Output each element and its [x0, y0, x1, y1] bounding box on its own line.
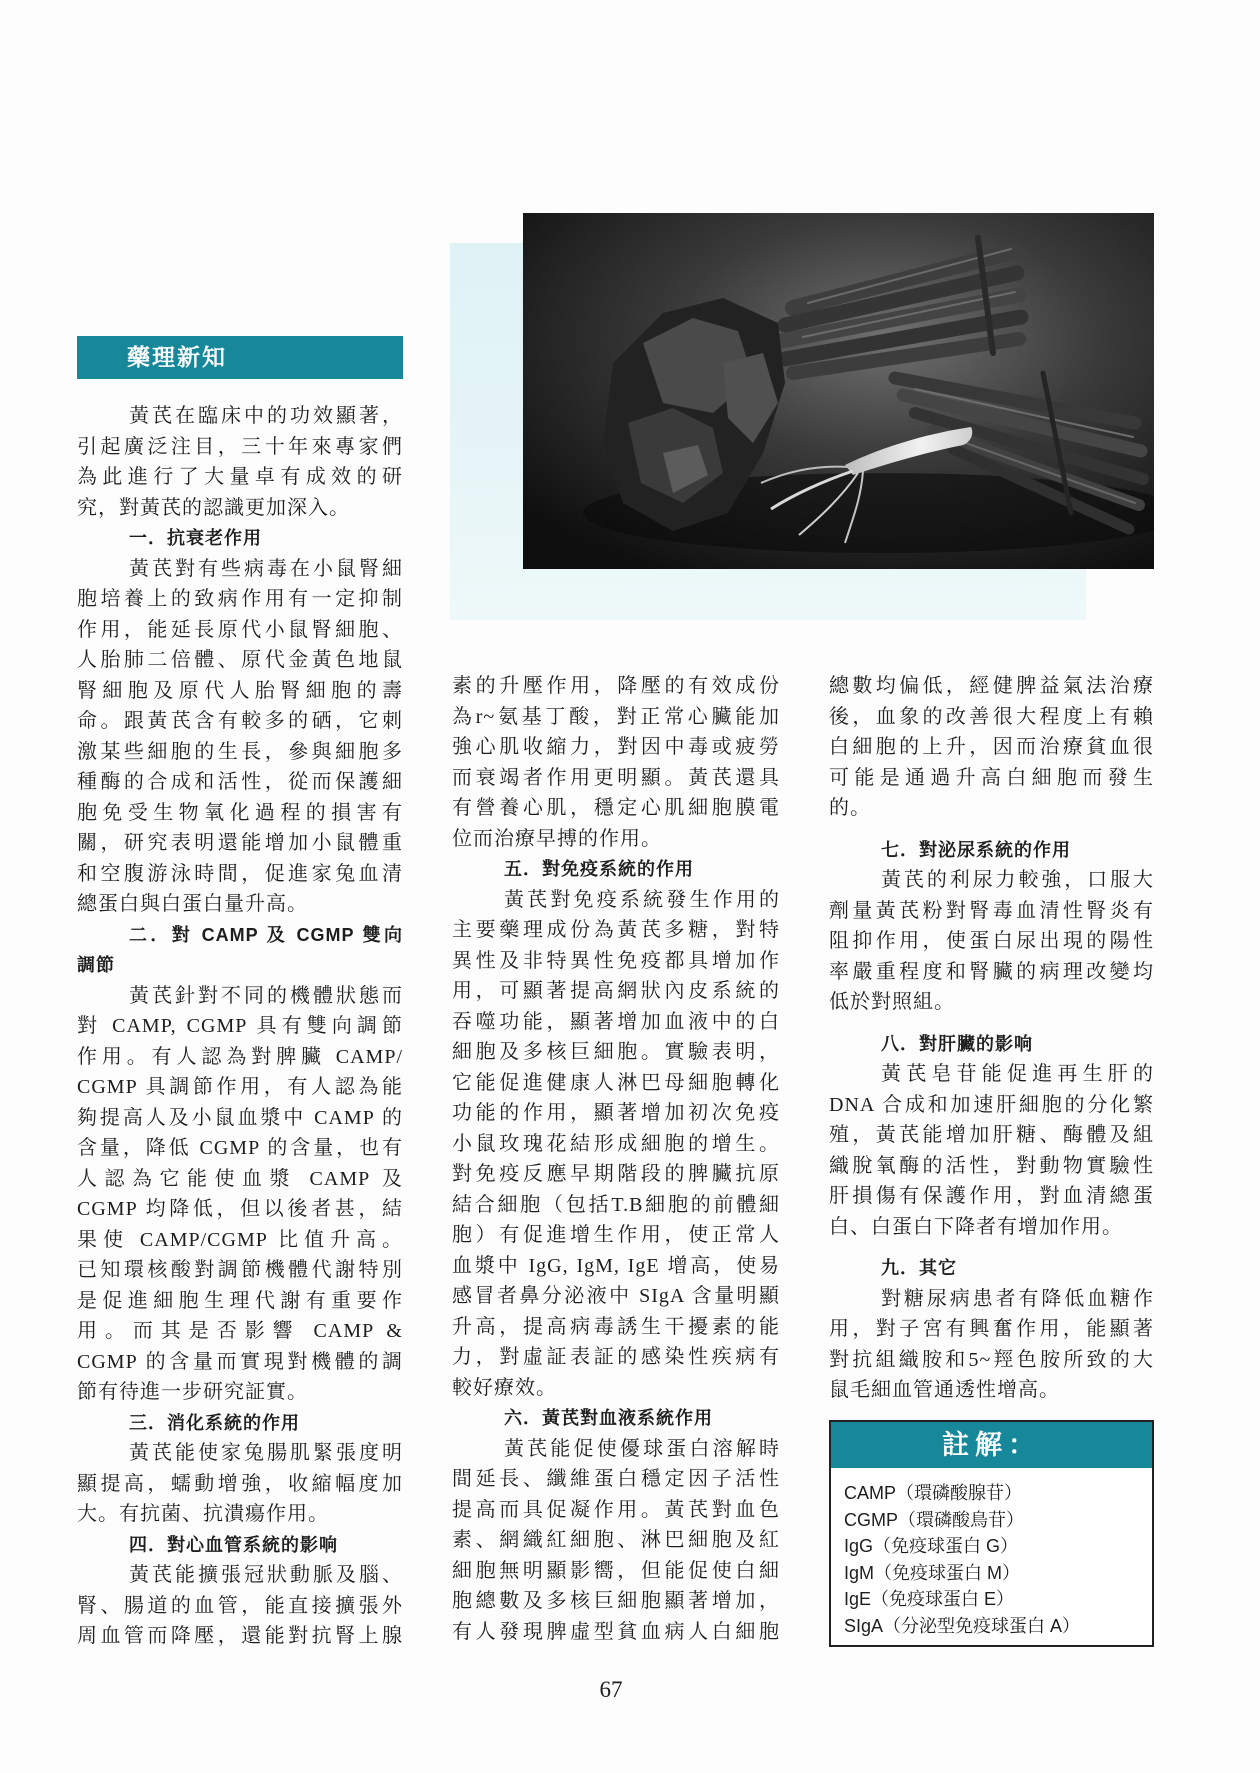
notes-box — [829, 1420, 1154, 1647]
text-line: 對抗組織胺和5~羥色胺所致的大 — [829, 1348, 1154, 1371]
text-line: 肝損傷有保護作用，對血清總蛋 — [829, 1185, 1154, 1207]
text-line: 周血管而降壓，還能對抗腎上腺 — [77, 1625, 403, 1647]
text-line: 節有待進一步研究証實。 — [77, 1381, 308, 1403]
text-line: CGMP 的含量而實現對機體的調 — [77, 1350, 403, 1373]
text-line: 可能是通過升高白細胞而發生 — [829, 766, 1154, 789]
paragraph — [829, 671, 1154, 824]
text-line: 黃芪在臨床中的功效顯著， — [129, 405, 403, 427]
text-line: 含量，降低 CGMP 的含量，也有 — [77, 1137, 403, 1159]
text-line: 素、網織紅細胞、淋巴細胞及紅 — [452, 1529, 780, 1551]
text-line: 吞噬功能，顯著增加血液中的白 — [452, 1010, 780, 1033]
text-line: 黃芪的利尿力較強，口服大 — [881, 869, 1154, 891]
notes-list — [831, 1468, 1152, 1639]
text-line: 激某些細胞的生長，參與細胞多 — [77, 740, 403, 763]
text-line: 後，血象的改善很大程度上有賴 — [829, 705, 1154, 728]
text-line: 主要藥理成份為黃芪多糖，對特 — [452, 919, 780, 941]
text-line: 率嚴重程度和腎臟的病理改變均 — [829, 960, 1154, 983]
text-line: 它能促進健康人淋巴母細胞轉化 — [452, 1071, 780, 1094]
note-item: CGMP（環磷酸鳥苷） — [844, 1509, 1024, 1530]
text-line: 白、白蛋白下降者有增加作用。 — [829, 1215, 1123, 1238]
heading-line: 九．其它 — [881, 1258, 957, 1278]
text-line: 細胞及多核巨細胞。實驗表明， — [452, 1041, 780, 1063]
heading-line: 八．對肝臟的影响 — [881, 1033, 1033, 1054]
page-number: 67 — [599, 1677, 623, 1702]
text-line: 對 CAMP, CGMP 具有雙向調節 — [77, 1015, 403, 1037]
section-heading — [77, 523, 403, 554]
text-line: 的。 — [829, 797, 871, 819]
heading-line: 六．黃芪對血液系統作用 — [504, 1408, 713, 1428]
note-item: IgG（免疫球蛋白 G） — [844, 1536, 1019, 1556]
text-line: 和空腹游泳時間，促進家兔血清 — [77, 862, 403, 885]
text-line: 胞）有促進增生作用，使正常人 — [452, 1224, 780, 1246]
text-line: 作用。有人認為對脾臟 CAMP/ — [77, 1045, 403, 1068]
text-line: 鼠毛細血管通透性增高。 — [829, 1379, 1060, 1401]
text-line: 感冒者鼻分泌液中 SIgA 含量明顯 — [452, 1285, 780, 1307]
paragraph — [77, 554, 403, 920]
text-line: 黃芪能擴張冠狀動脈及腦、 — [129, 1564, 403, 1586]
text-line: 用，對子宮有興奮作用，能顯著 — [829, 1318, 1154, 1340]
text-line: 間延長、纖維蛋白穩定因子活性 — [452, 1468, 780, 1490]
text-line: 結合細胞（包括T.B細胞的前體細 — [452, 1193, 780, 1216]
text-line: 腎細胞及原代人胎腎細胞的壽 — [77, 679, 403, 702]
paragraph — [77, 1438, 403, 1530]
text-line: 素的升壓作用，降壓的有效成份 — [452, 675, 780, 697]
text-line: 黃芪皂苷能促進再生肝的 — [881, 1063, 1154, 1085]
text-line: 已知環核酸對調節機體代謝特別 — [77, 1259, 403, 1281]
text-line: 種酶的合成和活性，從而保護細 — [77, 771, 403, 793]
text-line: 人胎肺二倍體、原代金黃色地鼠 — [77, 649, 403, 671]
text-line: 織脫氧酶的活性，對動物實驗性 — [829, 1154, 1154, 1177]
text-line: 黃芪對免疫系統發生作用的 — [504, 888, 780, 911]
text-line: 胞免受生物氧化過程的損害有 — [77, 801, 403, 824]
heading-line: 三．消化系統的作用 — [129, 1412, 300, 1433]
text-line: 為r~氨基丁酸，對正常心臟能加 — [452, 705, 780, 728]
paragraph — [77, 1560, 403, 1652]
note-item: CAMP（環磷酸腺苷） — [844, 1483, 1023, 1503]
heading-line: 四．對心血管系統的影响 — [129, 1534, 338, 1555]
text-line: 白細胞的上升，因而治療貧血很 — [829, 736, 1154, 758]
heading-line: 七．對泌尿系統的作用 — [881, 839, 1071, 860]
text-line: 用。而其是否影響 CAMP & — [77, 1320, 403, 1342]
text-line: 大。有抗菌、抗潰瘍作用。 — [77, 1503, 329, 1525]
text-line: 黃芪對有些病毒在小鼠腎細 — [129, 557, 403, 580]
text-line: 總蛋白與白蛋白量升高。 — [77, 893, 308, 915]
text-line: 血漿中 IgG, IgM, IgE 增高，使易 — [452, 1254, 780, 1277]
text-column-middle — [452, 671, 780, 1647]
heading-line: 一．抗衰老作用 — [129, 528, 262, 548]
text-line: 較好療效。 — [452, 1376, 557, 1399]
text-line: 胞總數及多核巨細胞顯著增加， — [452, 1590, 780, 1612]
notes-title: 註解： — [831, 1422, 1152, 1468]
heading-line: 調節 — [77, 955, 115, 975]
herb-photo-graphic — [523, 213, 1154, 569]
paragraph — [77, 981, 403, 1408]
text-line: 引起廣泛注目，三十年來專家們 — [77, 435, 403, 458]
text-line: 功能的作用，顯著增加初次免疫 — [452, 1102, 780, 1124]
text-line: 細胞無明顯影嚮，但能促使白細 — [452, 1559, 780, 1582]
text-line: 命。跟黃芪含有較多的硒，它刺 — [77, 710, 403, 732]
text-line: 阻抑作用，使蛋白尿出現的陽性 — [829, 930, 1154, 952]
text-line: 作用，能延長原代小鼠腎細胞、 — [77, 618, 403, 641]
text-line: DNA 合成和加速肝細胞的分化繁 — [829, 1093, 1154, 1116]
text-line: 提高而具促凝作用。黃芪對血色 — [452, 1498, 780, 1521]
note-item: SIgA（分泌型免疫球蛋白 A） — [844, 1615, 1081, 1636]
section-heading — [77, 1408, 403, 1439]
text-line: 關，研究表明還能增加小鼠體重 — [77, 832, 403, 854]
text-line: 對免疫反應早期階段的脾臟抗原 — [452, 1163, 780, 1185]
text-line: 黃芪能促使優球蛋白溶解時 — [504, 1437, 780, 1460]
paragraph — [829, 1284, 1154, 1406]
text-line: 劑量黃芪粉對腎毒血清性腎炎有 — [829, 899, 1154, 922]
text-line: 殖，黃芪能增加肝糖、酶體及組 — [829, 1124, 1154, 1146]
text-line: 力，對虛証表証的感染性疾病有 — [452, 1346, 780, 1368]
text-column-left — [77, 401, 403, 1652]
text-line: 有營養心肌，穩定心肌細胞膜電 — [452, 797, 780, 819]
section-label: 藥理新知 — [77, 336, 403, 379]
section-heading — [452, 1403, 780, 1434]
note-item: IgM（免疫球蛋白 M） — [844, 1562, 1021, 1583]
text-line: 對糖尿病患者有降低血糖作 — [881, 1287, 1154, 1310]
section-heading — [829, 1253, 1154, 1284]
paragraph — [452, 885, 780, 1404]
text-line: 有人發現脾虛型貧血病人白細胞 — [452, 1620, 780, 1643]
section-heading — [829, 1029, 1154, 1060]
heading-line: 五．對免疫系統的作用 — [504, 859, 694, 879]
paragraph — [77, 401, 403, 523]
text-line: 低於對照組。 — [829, 991, 955, 1013]
paragraph — [452, 671, 780, 854]
text-line: 為此進行了大量卓有成效的研 — [77, 466, 403, 488]
section-heading — [829, 835, 1154, 866]
heading-line: 二．對 CAMP 及 CGMP 雙向 — [129, 924, 403, 945]
text-line: 人認為它能使血漿 CAMP 及 — [77, 1167, 403, 1190]
paragraph — [452, 1434, 780, 1648]
text-line: 夠提高人及小鼠血漿中 CAMP 的 — [77, 1106, 403, 1129]
text-line: 用，可顯著提高網狀內皮系統的 — [452, 980, 780, 1002]
text-line: 異性及非特異性免疫都具增加作 — [452, 949, 780, 972]
text-column-right — [829, 671, 1154, 1406]
section-heading — [77, 1530, 403, 1561]
text-line: 強心肌收縮力，對因中毒或疲勞 — [452, 736, 780, 758]
text-line: 總數均偏低，經健脾益氣法治療 — [829, 675, 1154, 697]
herb-photo — [523, 213, 1154, 569]
section-heading — [452, 854, 780, 885]
text-line: 果使 CAMP/CGMP 比值升高。 — [77, 1228, 403, 1251]
text-line: 胞培養上的致病作用有一定抑制 — [77, 588, 403, 610]
paragraph — [829, 865, 1154, 1018]
text-line: 位而治療早搏的作用。 — [452, 827, 662, 850]
text-line: CGMP 具調節作用，有人認為能 — [77, 1076, 403, 1098]
paragraph — [829, 1059, 1154, 1242]
text-line: 究，對黃芪的認識更加深入。 — [77, 496, 350, 519]
text-line: 小鼠玫瑰花結形成細胞的增生。 — [452, 1132, 780, 1155]
text-line: 升高，提高病毒誘生干擾素的能 — [452, 1315, 780, 1338]
text-line: 黃芪針對不同的機體狀態而 — [129, 984, 403, 1007]
text-line: 是促進細胞生理代謝有重要作 — [77, 1289, 403, 1312]
text-line: 黃芪能使家兔腸肌緊張度明 — [129, 1442, 403, 1464]
text-line: 顯提高，蠕動增強，收縮幅度加 — [77, 1472, 403, 1495]
section-heading — [77, 920, 403, 981]
text-line: 而衰竭者作用更明顯。黃芪還具 — [452, 766, 780, 789]
text-line: CGMP 均降低，但以後者甚，結 — [77, 1198, 403, 1220]
note-item: IgE（免疫球蛋白 E） — [844, 1589, 1015, 1609]
text-line: 腎、腸道的血管，能直接擴張外 — [77, 1594, 403, 1617]
